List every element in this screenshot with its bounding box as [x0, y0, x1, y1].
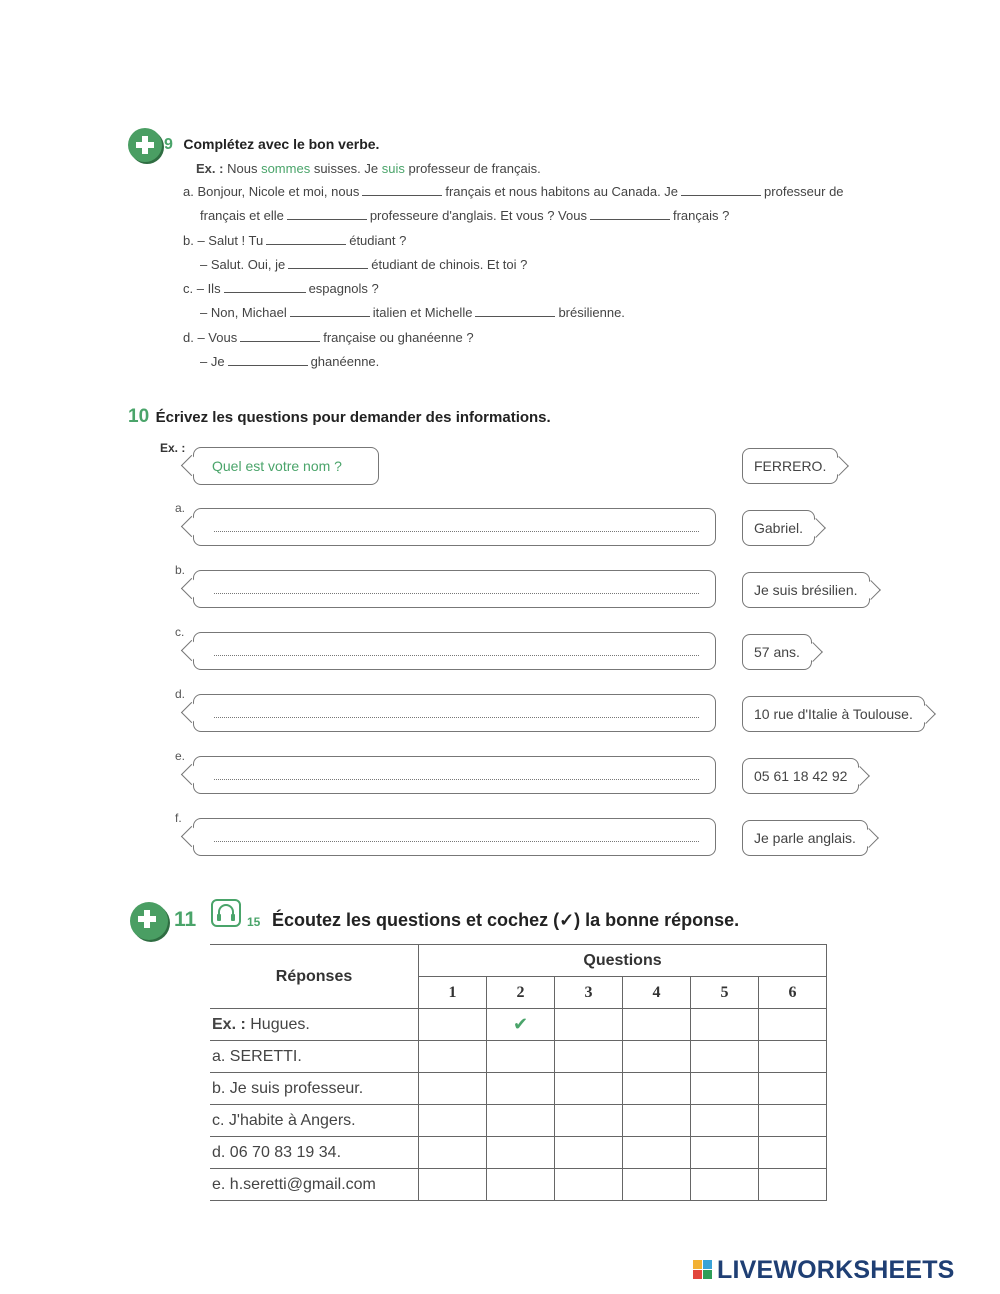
ex9-example-text: suisses. Je — [313, 161, 379, 176]
ex10-title: Écrivez les questions pour demander des informations. — [155, 409, 551, 426]
table-row — [210, 1105, 827, 1137]
bubble-tail — [181, 455, 202, 476]
check-cell[interactable] — [419, 1041, 487, 1073]
example-question: Quel est votre nom ? — [212, 458, 342, 474]
check-cell[interactable] — [691, 1009, 759, 1041]
ex10-number: 10 — [128, 406, 150, 427]
check-cell[interactable] — [555, 1073, 623, 1105]
check-cell[interactable] — [487, 1073, 555, 1105]
question-number: 5 — [691, 977, 759, 1009]
blank-field[interactable] — [240, 331, 320, 342]
response-cell — [210, 1105, 419, 1137]
ex11-title: Écoutez les questions et cochez (✓) la bonne réponse. — [272, 910, 740, 930]
answer-bubble — [742, 634, 812, 670]
ex9-text: français et nous habitons au Canada. Je — [445, 184, 679, 199]
track-number: 15 — [247, 915, 261, 929]
ex10-example-label: Ex. : — [160, 441, 186, 455]
row-prefix: c. — [212, 1111, 225, 1129]
question-input-bubble[interactable] — [193, 508, 716, 546]
brand-name: LIVEWORKSHEETS — [717, 1256, 955, 1284]
question-number: 4 — [623, 977, 691, 1009]
ex9-text: brésilienne. — [558, 305, 625, 320]
response-cell — [210, 1137, 419, 1169]
bubble-tail — [829, 456, 849, 476]
ex9-header — [164, 136, 379, 154]
response-cell — [210, 1009, 419, 1041]
blank-field[interactable] — [224, 282, 306, 293]
ex9-line-a2 — [200, 208, 729, 223]
blank-field[interactable] — [287, 209, 367, 220]
ex9-line-c1 — [183, 281, 379, 296]
dotted-line — [214, 593, 699, 594]
table-row — [210, 1169, 827, 1201]
headphones-icon[interactable] — [211, 899, 241, 927]
answer-text: 05 61 18 42 92 — [754, 768, 848, 784]
question-number: 1 — [419, 977, 487, 1009]
ex10-letter: f. — [175, 811, 182, 825]
check-cell[interactable] — [555, 1009, 623, 1041]
row-text: h.seretti@gmail.com — [229, 1175, 376, 1193]
check-cell[interactable] — [487, 1009, 555, 1041]
ex9-text: c. – Ils — [183, 281, 221, 296]
dotted-line — [214, 841, 699, 842]
ex9-text: d. – Vous — [183, 330, 238, 345]
ex9-text: ghanéenne. — [310, 354, 380, 369]
blank-field[interactable] — [288, 258, 368, 269]
check-cell[interactable] — [623, 1137, 691, 1169]
ex9-text: professeur de — [764, 184, 844, 199]
question-number: 2 — [487, 977, 555, 1009]
check-cell[interactable] — [691, 1169, 759, 1201]
check-cell[interactable] — [555, 1105, 623, 1137]
dotted-line — [214, 779, 699, 780]
ex10-letter: b. — [175, 563, 186, 577]
ex9-text: français et elle — [200, 208, 284, 223]
answer-text: Je parle anglais. — [754, 830, 856, 846]
blank-field[interactable] — [266, 234, 346, 245]
bubble-tail — [181, 516, 202, 537]
table-row — [210, 1009, 827, 1041]
liveworksheets-mark-icon — [693, 1260, 713, 1280]
ex9-example — [196, 161, 541, 176]
response-cell — [210, 1041, 419, 1073]
bubble-tail — [181, 640, 202, 661]
answer-text: 57 ans. — [754, 644, 800, 660]
check-cell[interactable] — [487, 1169, 555, 1201]
ex9-example-text: professeur de français. — [408, 161, 541, 176]
check-cell[interactable] — [555, 1041, 623, 1073]
check-cell[interactable] — [623, 1009, 691, 1041]
ex9-line-c2 — [200, 305, 625, 320]
question-input-bubble[interactable] — [193, 632, 716, 670]
row-prefix: e. — [212, 1175, 226, 1193]
bubble-tail — [181, 702, 202, 723]
bubble-tail — [803, 642, 823, 662]
ex9-example-answer: suis — [381, 161, 405, 176]
check-cell[interactable] — [759, 1137, 827, 1169]
answer-text: Gabriel. — [754, 520, 804, 536]
ex9-text: – Je — [200, 354, 225, 369]
bubble-tail — [861, 580, 881, 600]
check-cell[interactable] — [419, 1105, 487, 1137]
check-cell[interactable] — [691, 1073, 759, 1105]
blank-field[interactable] — [590, 209, 670, 220]
example-question-bubble — [193, 447, 379, 485]
row-prefix: b. — [212, 1079, 226, 1097]
liveworksheets-logo[interactable] — [693, 1256, 955, 1285]
row-text: SERETTI. — [229, 1047, 302, 1065]
row-prefix: a. — [212, 1047, 226, 1065]
row-prefix: d. — [212, 1143, 226, 1161]
ex10-header — [128, 406, 551, 428]
answer-bubble — [742, 572, 870, 608]
ex10-letter: e. — [175, 749, 186, 763]
bubble-tail — [859, 828, 879, 848]
answer-bubble — [742, 510, 815, 546]
check-cell[interactable] — [487, 1041, 555, 1073]
check-cell[interactable] — [623, 1105, 691, 1137]
check-cell[interactable] — [691, 1105, 759, 1137]
table-row — [210, 1041, 827, 1073]
ex9-text: étudiant de chinois. Et toi ? — [371, 257, 528, 272]
ex10-letter: d. — [175, 687, 186, 701]
ex9-example-answer: sommes — [261, 161, 311, 176]
ex9-text: – Non, Michael — [200, 305, 287, 320]
bubble-tail — [181, 578, 202, 599]
blank-field[interactable] — [228, 355, 308, 366]
question-input-bubble[interactable] — [193, 818, 716, 856]
answer-text: 10 rue d'Italie à Toulouse. — [754, 706, 913, 722]
plus-badge-icon — [130, 902, 168, 940]
question-number: 3 — [555, 977, 623, 1009]
check-cell[interactable] — [691, 1041, 759, 1073]
response-cell — [210, 1169, 419, 1201]
ex9-text: espagnols ? — [308, 281, 379, 296]
header-responses: Réponses — [210, 945, 419, 1009]
example-answer-bubble — [742, 448, 838, 484]
row-text: Hugues. — [250, 1015, 310, 1033]
ex9-line-b2 — [200, 257, 527, 272]
check-cell[interactable] — [487, 1105, 555, 1137]
dotted-line — [214, 655, 699, 656]
bubble-tail — [851, 766, 871, 786]
ex9-text: italien et Michelle — [372, 305, 473, 320]
header-questions: Questions — [419, 945, 827, 977]
check-cell[interactable] — [759, 1169, 827, 1201]
ex9-line-d1 — [183, 330, 474, 345]
blank-field[interactable] — [475, 306, 555, 317]
check-cell[interactable] — [691, 1137, 759, 1169]
row-text: 06 70 83 19 34. — [229, 1143, 342, 1161]
check-cell[interactable] — [419, 1137, 487, 1169]
ex9-line-d2 — [200, 354, 379, 369]
answer-bubble — [742, 758, 859, 794]
question-input-bubble[interactable] — [193, 570, 716, 608]
bubble-tail — [806, 518, 826, 538]
question-number: 6 — [759, 977, 827, 1009]
check-cell[interactable] — [419, 1073, 487, 1105]
ex9-number: 9 — [164, 136, 173, 153]
ex9-text: française ou ghanéenne ? — [323, 330, 474, 345]
bubble-tail — [916, 704, 936, 724]
ex9-title: Complétez avec le bon verbe. — [183, 136, 380, 152]
check-cell[interactable] — [555, 1169, 623, 1201]
plus-badge-icon — [128, 128, 162, 162]
row-text: Je suis professeur. — [229, 1079, 364, 1097]
ex9-text: professeure d'anglais. Et vous ? Vous — [369, 208, 587, 223]
dotted-line — [214, 531, 699, 532]
blank-field[interactable] — [290, 306, 370, 317]
check-cell[interactable] — [623, 1041, 691, 1073]
answer-table — [210, 944, 827, 1201]
check-cell[interactable] — [487, 1137, 555, 1169]
ex9-text: – Salut. Oui, je — [200, 257, 286, 272]
check-cell[interactable] — [419, 1009, 487, 1041]
example-answer: FERRERO. — [754, 458, 827, 474]
check-cell[interactable] — [759, 1073, 827, 1105]
row-text: J'habite à Angers. — [228, 1111, 356, 1129]
table-row — [210, 1073, 827, 1105]
bubble-tail — [181, 764, 202, 785]
bubble-tail — [181, 826, 202, 847]
question-input-bubble[interactable] — [193, 756, 716, 794]
check-cell[interactable] — [759, 1009, 827, 1041]
ex9-line-b1 — [183, 233, 406, 248]
response-cell — [210, 1073, 419, 1105]
ex9-text: étudiant ? — [349, 233, 407, 248]
answer-bubble — [742, 696, 925, 732]
check-cell[interactable] — [759, 1105, 827, 1137]
check-cell[interactable] — [759, 1041, 827, 1073]
check-cell[interactable] — [419, 1169, 487, 1201]
ex9-text: a. Bonjour, Nicole et moi, nous — [183, 184, 360, 199]
ex11-number: 11 — [174, 908, 197, 931]
question-input-bubble[interactable] — [193, 694, 716, 732]
blank-field[interactable] — [681, 185, 761, 196]
check-cell[interactable] — [623, 1169, 691, 1201]
check-cell[interactable] — [623, 1073, 691, 1105]
ex9-example-label: Ex. : — [196, 161, 224, 176]
checkmark-icon: ✔ — [512, 1014, 529, 1034]
answer-text: Je suis brésilien. — [754, 582, 858, 598]
blank-field[interactable] — [362, 185, 442, 196]
dotted-line — [214, 717, 699, 718]
row-prefix: Ex. : — [212, 1015, 246, 1033]
table-row — [210, 1137, 827, 1169]
ex9-text: b. – Salut ! Tu — [183, 233, 264, 248]
check-cell[interactable] — [555, 1137, 623, 1169]
ex10-letter: a. — [175, 501, 186, 515]
ex9-text: français ? — [672, 208, 730, 223]
ex10-letter: c. — [175, 625, 185, 639]
answer-bubble — [742, 820, 868, 856]
ex9-line-a1 — [183, 184, 844, 199]
ex9-example-text: Nous — [227, 161, 258, 176]
